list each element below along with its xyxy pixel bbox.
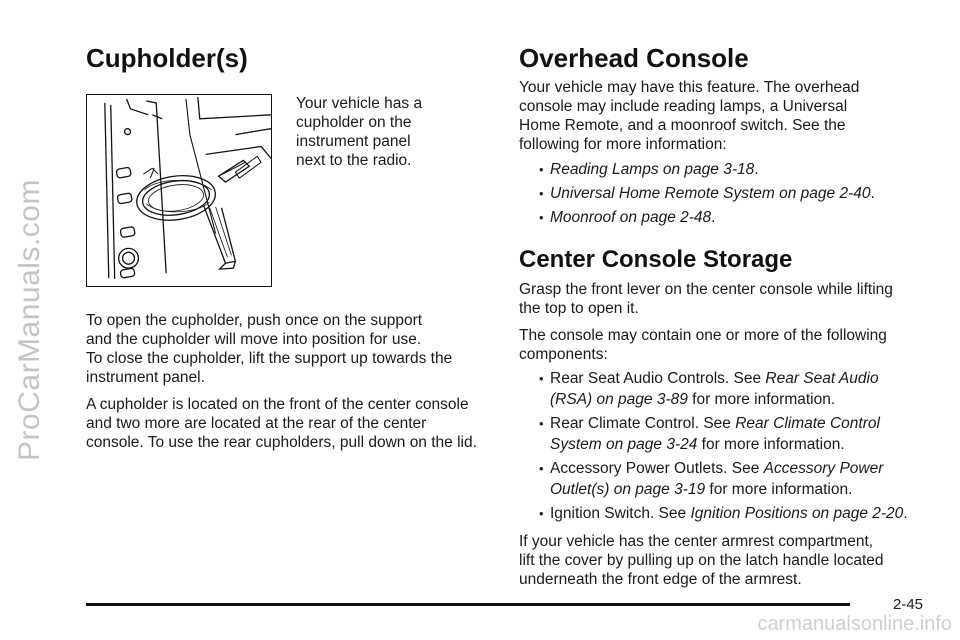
rear-climate-control-link[interactable]: Rear Climate Control bbox=[735, 415, 880, 432]
list-item-tail: . bbox=[711, 209, 716, 226]
paragraph-line: console may include reading lamps, a Universal bbox=[519, 98, 848, 115]
paragraph-line: following for more information: bbox=[519, 136, 727, 153]
list-item-tail: for more information. bbox=[697, 436, 845, 453]
list-item-lead: Ignition Switch. See bbox=[550, 505, 691, 522]
paragraph-line: Grasp the front lever on the center console while lifting bbox=[519, 281, 893, 298]
paragraph-line: To open the cupholder, push once on the support bbox=[86, 312, 423, 329]
paragraph-line: lift the cover by pulling up on the latch handle located bbox=[519, 552, 884, 569]
accessory-power-outlets-link-cont[interactable]: Outlet(s) on page 3-19 bbox=[550, 481, 706, 498]
watermark-left-text: ProCarManuals.com bbox=[13, 179, 46, 461]
paragraph-line: The console may contain one or more of the following bbox=[519, 327, 887, 344]
right-column bbox=[519, 40, 919, 589]
cupholder-illustration bbox=[86, 94, 272, 287]
list-item bbox=[519, 413, 919, 455]
cupholder-open-paragraph bbox=[86, 311, 492, 387]
accessory-power-outlets-link[interactable]: Accessory Power bbox=[763, 460, 884, 477]
cupholder-heading: Cupholder(s) bbox=[86, 43, 248, 73]
rear-climate-control-link-cont[interactable]: System on page 3-24 bbox=[550, 436, 698, 453]
list-item bbox=[519, 182, 919, 206]
paragraph-line: components: bbox=[519, 346, 608, 363]
paragraph-line: underneath the front edge of the armrest. bbox=[519, 571, 802, 588]
paragraph-line: To close the cupholder, lift the support up towards the bbox=[86, 350, 453, 367]
page-number: 2-45 bbox=[893, 596, 924, 613]
list-item-lead: Rear Climate Control. See bbox=[550, 415, 736, 432]
paragraph-line: If your vehicle has the center armrest compartment, bbox=[519, 533, 874, 550]
universal-home-remote-link[interactable]: Universal Home Remote System on page 2-40 bbox=[550, 185, 871, 202]
list-item-tail: for more information. bbox=[687, 391, 836, 408]
list-item bbox=[519, 503, 919, 524]
cupholder-figure-row bbox=[86, 94, 492, 304]
armrest-paragraph bbox=[519, 532, 919, 589]
list-item-lead: Accessory Power Outlets. See bbox=[550, 460, 764, 477]
moonroof-link[interactable]: Moonroof on page 2-48 bbox=[550, 209, 712, 226]
list-item-lead: Rear Seat Audio Controls. See bbox=[550, 370, 766, 387]
cupholder-rear-paragraph bbox=[86, 395, 492, 452]
reading-lamps-link[interactable]: Reading Lamps on page 3-18 bbox=[550, 161, 755, 178]
list-item bbox=[519, 368, 919, 410]
ignition-positions-link[interactable]: Ignition Positions on page 2-20 bbox=[690, 505, 904, 522]
paragraph-line: Home Remote, and a moonroof switch. See the bbox=[519, 117, 846, 134]
center-grasp-paragraph bbox=[519, 280, 919, 318]
caption-line: cupholder on the bbox=[296, 114, 412, 131]
caption-line: next to the radio. bbox=[296, 152, 412, 169]
paragraph-line: and the cupholder will move into position for use. bbox=[86, 331, 422, 348]
list-item-tail: for more information. bbox=[705, 481, 853, 498]
list-item bbox=[519, 158, 919, 182]
rear-seat-audio-link[interactable]: Rear Seat Audio bbox=[765, 370, 879, 387]
paragraph-line: A cupholder is located on the front of the center console bbox=[86, 396, 469, 413]
overhead-intro-paragraph bbox=[519, 78, 919, 154]
overhead-console-heading: Overhead Console bbox=[519, 43, 749, 73]
list-item bbox=[519, 206, 919, 230]
center-contain-paragraph bbox=[519, 326, 919, 364]
paragraph-line: the top to open it. bbox=[519, 300, 639, 317]
list-item bbox=[519, 458, 919, 500]
cupholder-caption bbox=[296, 94, 466, 170]
list-item-tail: . bbox=[903, 505, 908, 522]
paragraph-line: and two more are located at the rear of the center bbox=[86, 415, 427, 432]
list-item-tail: . bbox=[754, 161, 759, 178]
paragraph-line: Your vehicle may have this feature. The overhead bbox=[519, 79, 860, 96]
overhead-reference-list bbox=[519, 158, 919, 230]
left-column bbox=[86, 40, 492, 452]
list-item-tail: . bbox=[870, 185, 875, 202]
watermark-left bbox=[8, 0, 52, 640]
footer-rule bbox=[86, 603, 850, 606]
caption-line: instrument panel bbox=[296, 133, 411, 150]
center-component-list bbox=[519, 368, 919, 524]
paragraph-line: console. To use the rear cupholders, pull down on the lid. bbox=[86, 434, 477, 451]
paragraph-line: instrument panel. bbox=[86, 369, 205, 386]
watermark-bottom: carmanualsonline.info bbox=[757, 613, 952, 635]
caption-line: Your vehicle has a bbox=[296, 95, 423, 112]
rear-seat-audio-link-cont[interactable]: (RSA) on page 3-89 bbox=[550, 391, 688, 408]
center-console-storage-heading: Center Console Storage bbox=[519, 246, 793, 273]
